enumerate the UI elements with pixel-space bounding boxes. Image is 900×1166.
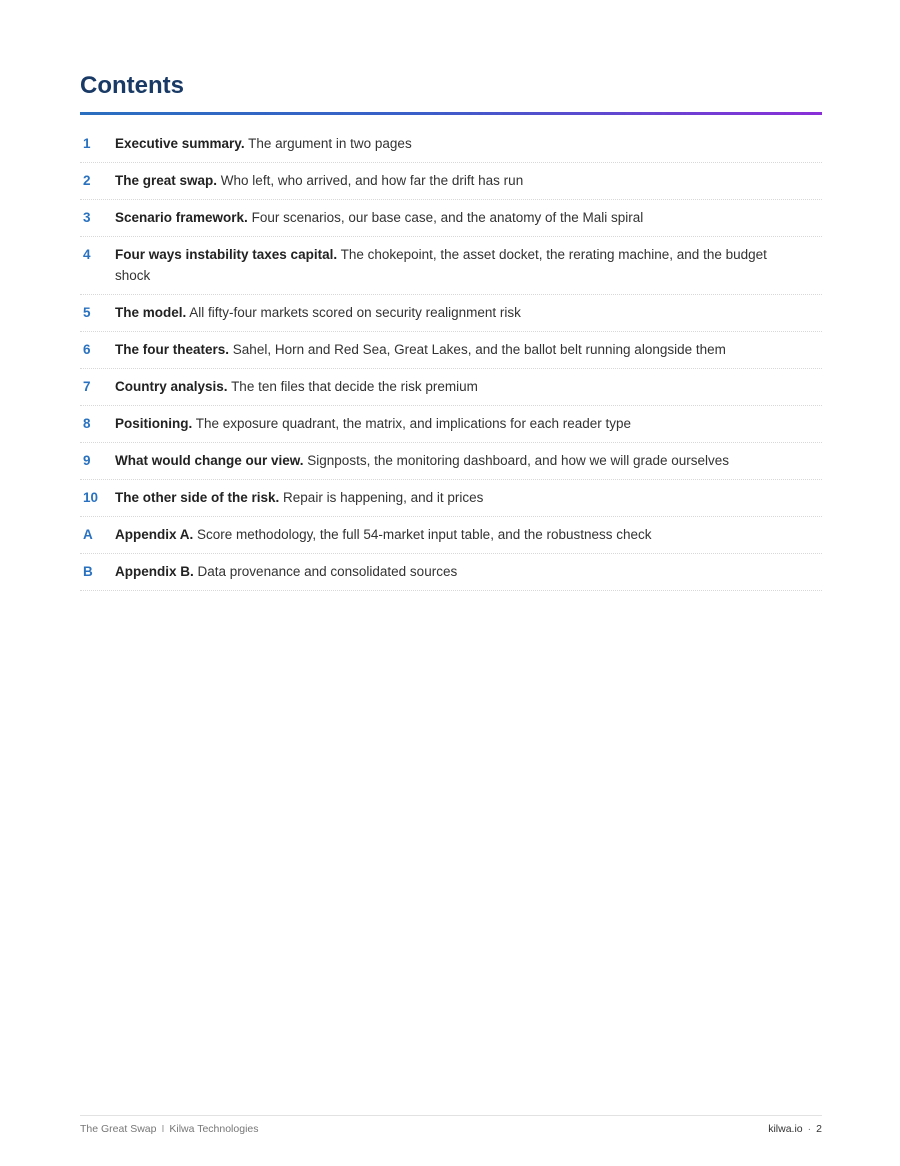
toc-description: Signposts, the monitoring dashboard, and how we will grade ourselves — [307, 453, 730, 468]
toc-entry-3[interactable] — [80, 200, 822, 237]
page-title: Contents — [80, 72, 184, 99]
toc-title: Scenario framework. — [115, 210, 248, 225]
table-of-contents — [80, 126, 822, 591]
toc-title: Positioning. — [115, 416, 193, 431]
title-divider — [80, 112, 822, 115]
toc-entry-text — [115, 133, 822, 154]
toc-entry-appendix-b[interactable] — [80, 554, 822, 591]
toc-entry-8[interactable] — [80, 406, 822, 443]
toc-entry-text — [115, 376, 822, 397]
toc-entry-text — [115, 339, 822, 360]
toc-title: Appendix A. — [115, 527, 194, 542]
footer-divider — [80, 1115, 822, 1116]
toc-entry-4[interactable] — [80, 237, 822, 295]
toc-entry-6[interactable] — [80, 332, 822, 369]
toc-number: 7 — [83, 379, 91, 394]
toc-entry-text — [115, 450, 822, 471]
toc-title: What would change our view. — [115, 453, 304, 468]
toc-number: 6 — [83, 342, 91, 357]
toc-entry-appendix-a[interactable] — [80, 517, 822, 554]
toc-entry-text — [115, 524, 822, 545]
footer-dot: · — [807, 1123, 812, 1135]
toc-description: The chokepoint, the asset docket, the rerating machine, and the budget shock — [115, 247, 767, 283]
toc-entry-10[interactable] — [80, 480, 822, 517]
toc-number: 3 — [83, 210, 91, 225]
footer-separator: I — [161, 1123, 165, 1135]
toc-number: B — [83, 564, 93, 579]
toc-description: The ten files that decide the risk premium — [231, 379, 478, 394]
toc-title: The other side of the risk. — [115, 490, 280, 505]
toc-number: 8 — [83, 416, 91, 431]
toc-title: Appendix B. — [115, 564, 194, 579]
toc-entry-text — [115, 413, 822, 434]
toc-entry-text — [115, 487, 822, 508]
footer-right — [768, 1123, 822, 1135]
toc-description: Score methodology, the full 54-market input table, and the robustness check — [197, 527, 652, 542]
toc-number: 2 — [83, 173, 91, 188]
toc-entry-text — [115, 302, 822, 323]
toc-number: 10 — [83, 490, 99, 505]
footer-report-name: The Great Swap — [80, 1123, 157, 1135]
toc-description: The argument in two pages — [248, 136, 412, 151]
toc-entry-text — [115, 244, 822, 286]
toc-entry-text — [115, 170, 822, 191]
toc-number: 9 — [83, 453, 91, 468]
footer-left — [80, 1123, 259, 1135]
toc-title: The great swap. — [115, 173, 218, 188]
toc-description: All fifty-four markets scored on security realignment risk — [189, 305, 521, 320]
toc-entry-1[interactable] — [80, 126, 822, 163]
toc-title: Executive summary. — [115, 136, 245, 151]
toc-description: Who left, who arrived, and how far the drift has run — [220, 173, 524, 188]
footer-site-link[interactable]: kilwa.io — [768, 1123, 803, 1135]
toc-number: 4 — [83, 247, 91, 262]
toc-entry-9[interactable] — [80, 443, 822, 480]
toc-entry-text — [115, 561, 822, 582]
toc-description: Sahel, Horn and Red Sea, Great Lakes, and the ballot belt running alongside them — [232, 342, 726, 357]
toc-description: Repair is happening, and it prices — [283, 490, 484, 505]
toc-description: The exposure quadrant, the matrix, and implications for each reader type — [195, 416, 632, 431]
toc-entry-7[interactable] — [80, 369, 822, 406]
toc-title: Country analysis. — [115, 379, 228, 394]
toc-entry-text — [115, 207, 822, 228]
toc-number: A — [83, 527, 93, 542]
toc-title: Four ways instability taxes capital. — [115, 247, 338, 262]
toc-entry-5[interactable] — [80, 295, 822, 332]
page-number: 2 — [816, 1123, 822, 1135]
toc-description: Four scenarios, our base case, and the anatomy of the Mali spiral — [251, 210, 644, 225]
toc-title: The model. — [115, 305, 187, 320]
toc-entry-2[interactable] — [80, 163, 822, 200]
toc-number: 1 — [83, 136, 91, 151]
footer-company: Kilwa Technologies — [169, 1123, 259, 1135]
toc-number: 5 — [83, 305, 91, 320]
toc-description: Data provenance and consolidated sources — [197, 564, 458, 579]
toc-title: The four theaters. — [115, 342, 230, 357]
